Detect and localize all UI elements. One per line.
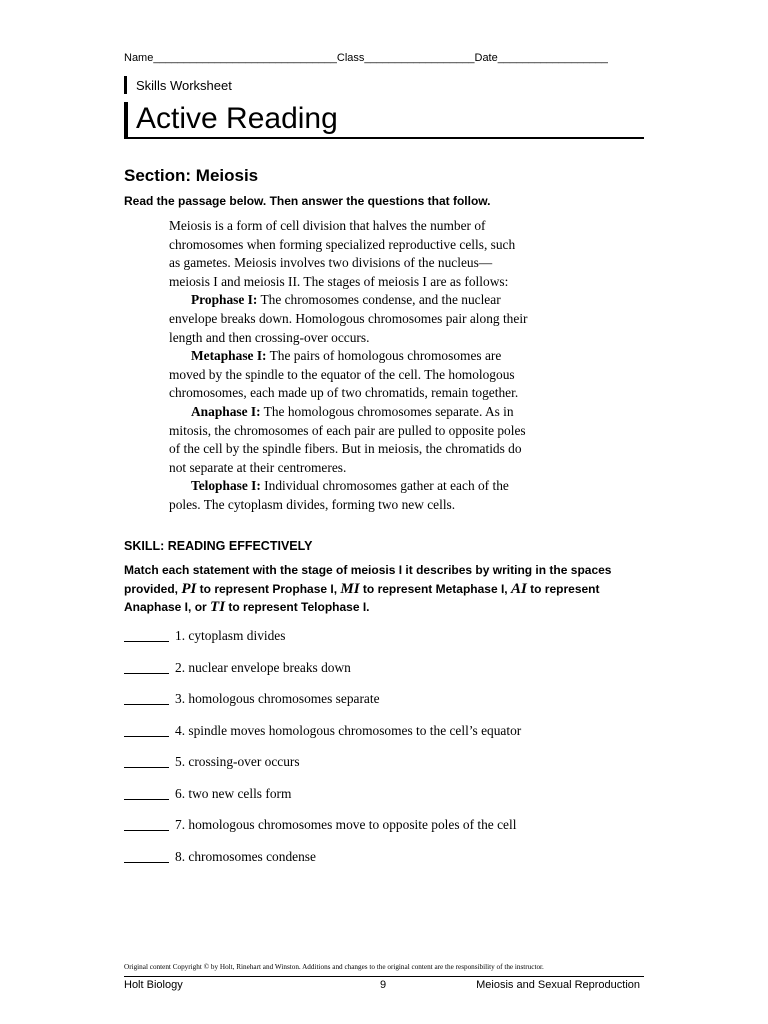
- page-number: 9: [380, 979, 387, 991]
- header-bar-small: [124, 76, 127, 94]
- instr-text: Match each statement with the stage of meiosis I it describes by writing in the spaces provided,: [124, 563, 612, 596]
- passage-line: as gametes. Meiosis involves two divisions of the nucleus—: [169, 255, 493, 271]
- list-item: [124, 754, 300, 774]
- skill-heading: SKILL: READING EFFECTIVELY: [124, 539, 313, 553]
- stage-telophase-line: [169, 477, 599, 496]
- footer-book-title: Holt Biology: [124, 979, 183, 991]
- list-item: [124, 660, 351, 680]
- stage-term: Metaphase I:: [191, 348, 267, 364]
- stage-text: The pairs of homologous chromosomes are: [266, 348, 502, 364]
- item-text: 4. spindle moves homologous chromosomes to the cell’s equator: [175, 722, 522, 738]
- stage-text: The chromosomes condense, and the nuclear: [257, 292, 501, 308]
- code-ti: TI: [210, 599, 226, 615]
- stage-term: Telophase I:: [191, 478, 261, 494]
- passage-line: poles. The cytoplasm divides, forming two new cells.: [169, 496, 456, 512]
- passage-line: chromosomes, each made up of two chromatids, remain together.: [169, 385, 519, 401]
- answer-blank[interactable]: [124, 767, 169, 768]
- list-item: [124, 849, 316, 869]
- stage-anaphase-line: [169, 403, 599, 422]
- answer-blank[interactable]: [124, 641, 169, 642]
- stage-text: The homologous chromosomes separate. As in: [260, 403, 514, 419]
- answer-blank[interactable]: [124, 862, 169, 863]
- stage-prophase-line: [169, 291, 599, 310]
- instr-text: to represent Prophase I,: [196, 581, 341, 596]
- code-pi: PI: [181, 580, 197, 597]
- passage-line: chromosomes when forming specialized reproductive cells, such: [169, 236, 516, 252]
- passage-line: moved by the spindle to the equator of the cell. The homologous: [169, 366, 515, 382]
- passage-line: mitosis, the chromosomes of each pair are pulled to opposite poles: [169, 422, 526, 438]
- passage-line: length and then crossing-over occurs.: [169, 329, 370, 345]
- item-text: 2. nuclear envelope breaks down: [175, 659, 351, 675]
- footer-chapter-title: Meiosis and Sexual Reproduction: [476, 979, 640, 991]
- list-item: [124, 691, 380, 711]
- stage-metaphase-line: [169, 347, 599, 366]
- item-text: 5. crossing-over occurs: [175, 754, 300, 769]
- item-text: 3. homologous chromosomes separate: [175, 691, 380, 706]
- worksheet-type: Skills Worksheet: [136, 78, 232, 93]
- passage-instructions: Read the passage below. Then answer the questions that follow.: [124, 194, 491, 208]
- item-text: 6. two new cells form: [175, 785, 292, 801]
- stage-term: Anaphase I:: [191, 403, 261, 419]
- footer-rule: [124, 976, 644, 977]
- instr-text: to represent Metaphase I,: [359, 581, 511, 596]
- reading-passage: [169, 217, 599, 515]
- answer-blank[interactable]: [124, 736, 169, 737]
- item-text: 8. chromosomes condense: [175, 848, 316, 864]
- list-item: [124, 723, 521, 743]
- section-title: Section: Meiosis: [124, 166, 259, 185]
- answer-blank[interactable]: [124, 673, 169, 674]
- header-bar-large: [124, 102, 128, 138]
- item-text: 1. cytoplasm divides: [175, 628, 286, 643]
- passage-line: meiosis I and meiosis II. The stages of meiosis I are as follows:: [169, 273, 509, 289]
- item-text: 7. homologous chromosomes move to opposite poles of the cell: [175, 817, 517, 832]
- name-class-date-line: Name______________________________Class__________________Date__________________: [124, 52, 608, 64]
- passage-line: of the cell by the spindle fibers. But in meiosis, the chromatids do: [169, 441, 522, 457]
- list-item: [124, 817, 516, 837]
- passage-line: envelope breaks down. Homologous chromosomes pair along their: [169, 310, 528, 326]
- stage-term: Prophase I:: [191, 292, 258, 308]
- passage-line: not separate at their centromeres.: [169, 459, 347, 475]
- copyright-notice: Original content Copyright © by Holt, Rinehart and Winston. Additions and changes to the original content are the responsibility of the instructor.: [124, 963, 544, 971]
- stage-text: Individual chromosomes gather at each of the: [260, 478, 509, 494]
- matching-instructions: [124, 561, 654, 617]
- instr-text: to represent Anaphase I, or: [124, 581, 600, 614]
- answer-blank[interactable]: [124, 830, 169, 831]
- list-item: [124, 628, 285, 648]
- code-ai: AI: [510, 580, 527, 597]
- page-footer: [124, 979, 644, 993]
- title-rule: [124, 137, 644, 139]
- page-title: Active Reading: [136, 102, 338, 135]
- answer-blank[interactable]: [124, 704, 169, 705]
- answer-blank[interactable]: [124, 799, 169, 800]
- list-item: [124, 786, 291, 806]
- instr-text: to represent Telophase I.: [225, 600, 370, 614]
- code-mi: MI: [340, 580, 360, 597]
- passage-line: Meiosis is a form of cell division that halves the number of: [169, 218, 486, 233]
